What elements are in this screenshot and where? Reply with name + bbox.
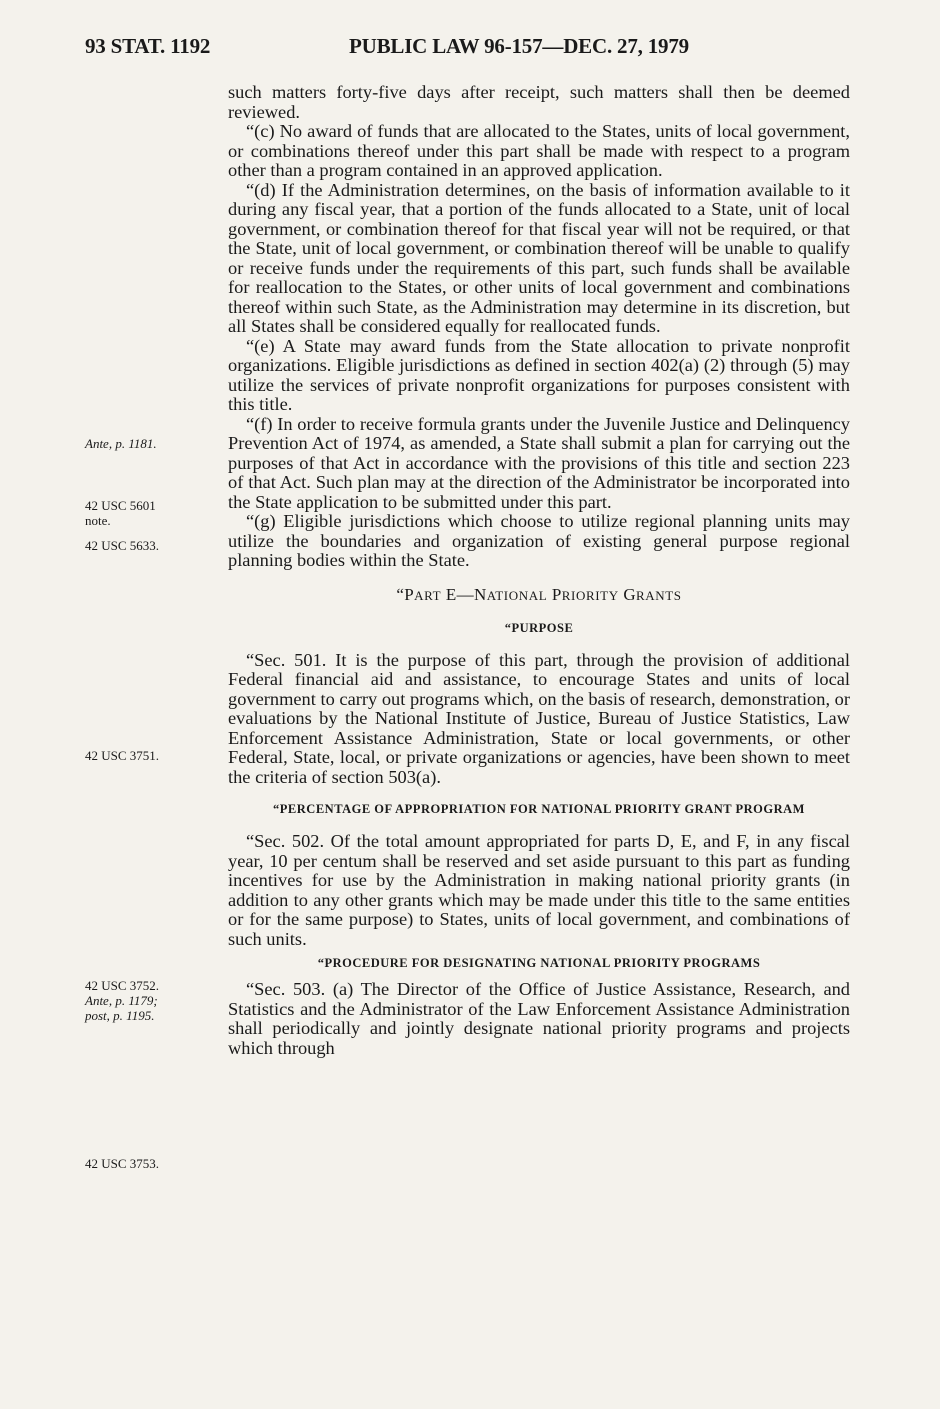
margin-note-usc-3752: 42 USC 3752. Ante, p. 1179; post, p. 1195. <box>85 978 160 1023</box>
procedure-heading: “PROCEDURE FOR DESIGNATING NATIONAL PRIORITY PROGRAMS <box>317 956 761 970</box>
percentage-heading: “PERCENTAGE OF APPROPRIATION FOR NATIONAL PRIORITY GRANT PROGRAM <box>273 802 805 816</box>
paragraph-f: “(f) In order to receive formula grants under the Juvenile Justice and Delinquency Prevention Act of 1974, as amended, a State shall submit a plan for carrying out the purposes of that Act in accordance with the provisions of this title and section 223 of that Act. Such plan may at the direction of the Administrator be incorporated into the State application to be submitted under this part. <box>228 413 850 512</box>
section-501: “Sec. 501. It is the purpose of this part, through the provision of additional Federal financial aid and assistance, to encourage States and units of local government to carry out programs which, on the basis of research, demonstration, or evaluations by the National Institute of Justice, Bureau of Justice Statistics, Law Enforcement Assistance Administration, State or local governments, or other Federal, State, local, or private organizations or agencies, have been shown to meet the criteria of section 503(a). <box>228 649 850 787</box>
paragraph-continuation: such matters forty-five days after receipt, such matters shall then be deemed reviewed. <box>228 82 850 122</box>
margin-note-usc-5633: 42 USC 5633. <box>85 538 160 553</box>
paragraph-d: “(d) If the Administration determines, on the basis of information available to it during any fiscal year, that a portion of the funds allocated to a State, unit of local government, or combination thereof for that fiscal year will not be required, or that the State, unit of local government, or combination thereof will be unable to qualify or receive funds under the requirements of this part, such funds shall be available for reallocation to the States, or other units of local government and combinations thereof within such State, as the Administration may determine in its discretion, but all States shall be considered equally for reallocated funds. <box>228 179 850 336</box>
part-e-heading: “PART E—NATIONAL PRIORITY GRANTS <box>396 584 682 604</box>
paragraph-e: “(e) A State may award funds from the State allocation to private nonprofit organizations. Eligible jurisdictions as defined in section 402(a) (2) through (5) may utilize the services of private nonprofit organizations for purposes consistent with this title. <box>228 335 850 414</box>
public-law-title: PUBLIC LAW 96-157—DEC. 27, 1979 <box>349 34 689 58</box>
statute-page-number: 93 STAT. 1192 <box>85 34 211 58</box>
margin-note-usc-5601: 42 USC 5601 note. <box>85 498 156 528</box>
document-body <box>228 83 850 1058</box>
margin-note-usc-3751: 42 USC 3751. <box>85 748 160 763</box>
paragraph-g: “(g) Eligible jurisdictions which choose to utilize regional planning units may utilize the boundaries and organization of existing general purpose regional planning bodies within the State. <box>228 511 850 570</box>
page-header <box>85 34 785 66</box>
margin-note-ante-1181: Ante, p. 1181. <box>85 436 157 451</box>
paragraph-c: “(c) No award of funds that are allocated to the States, units of local government, or combinations thereof under this part shall be made with respect to a program other than a program contained in an approved application. <box>228 121 850 180</box>
purpose-heading: “PURPOSE <box>504 620 574 635</box>
section-503: “Sec. 503. (a) The Director of the Office of Justice Assistance, Research, and Statistics and the Administrator of the Law Enforcement Assistance Administration shall periodically and jointly designate national priority programs and projects which through <box>228 979 850 1058</box>
margin-note-usc-3753: 42 USC 3753. <box>85 1156 160 1171</box>
section-502: “Sec. 502. Of the total amount appropriated for parts D, E, and F, in any fiscal year, 10 per centum shall be reserved and set aside pursuant to this part as funding incentives for use by the Administration in making national priority grants (in addition to any other grants which may be made under this title to the same entities or for the same purpose) to States, units of local government, and combinations of such units. <box>228 831 850 949</box>
